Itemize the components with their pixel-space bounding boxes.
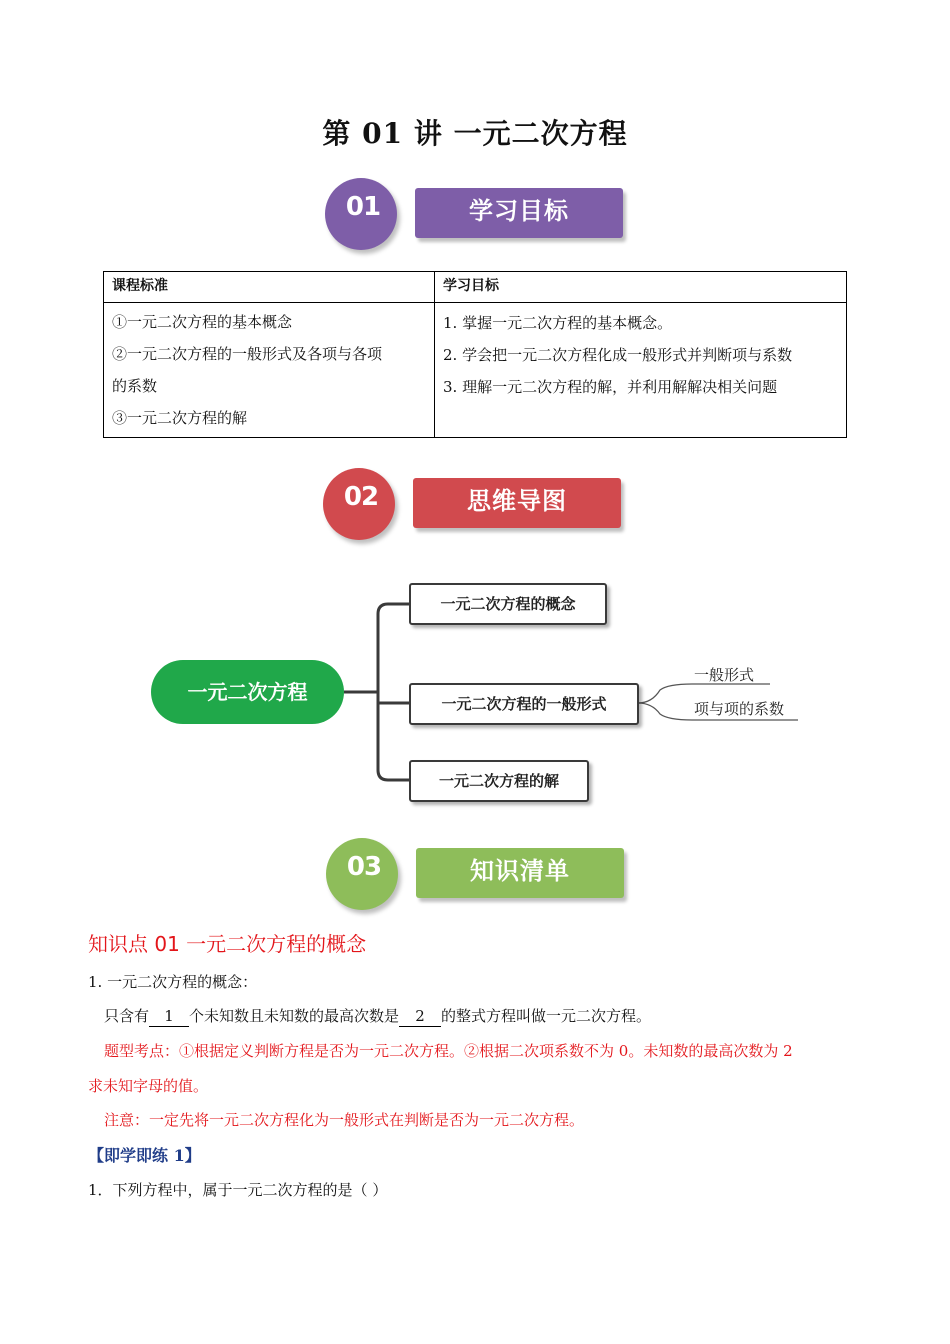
section-number: 02 xyxy=(343,482,379,512)
definition-part: 的整式方程叫做一元二次方程。 xyxy=(441,1007,652,1025)
section-number: 01 xyxy=(345,192,381,222)
mindmap-leaf-terms-coefficients: 项与项的系数 xyxy=(694,700,785,718)
mindmap-branch-concept: 一元二次方程的概念 xyxy=(409,583,607,625)
standard-item: ②一元二次方程的一般形式及各项与各项 xyxy=(112,345,383,363)
exam-points-text: 题型考点：①根据定义判断方程是否为一元二次方程。②根据二次项系数不为 0。未知数的最高次数为 2 xyxy=(104,1042,793,1060)
table-header: 学习目标 xyxy=(435,272,847,303)
note-text: 注意：一定先将一元二次方程化为一般形式在判断是否为一元二次方程。 xyxy=(104,1111,585,1129)
table-header: 课程标准 xyxy=(104,272,435,303)
knowledge-item-title: 1. 一元二次方程的概念： xyxy=(88,973,258,991)
mindmap-leaf-general-form: 一般形式 xyxy=(694,666,755,684)
objective-item: 1. 掌握一元二次方程的基本概念。 xyxy=(443,314,673,332)
section-number: 03 xyxy=(346,852,382,882)
standard-item: 的系数 xyxy=(112,377,158,395)
objective-item: 3. 理解一元二次方程的解，并利用解解决相关问题 xyxy=(443,378,778,396)
fill-blank-2: 2 xyxy=(399,1006,441,1027)
definition-part: 个未知数且未知数的最高次数是 xyxy=(189,1007,400,1025)
standard-item: ③一元二次方程的解 xyxy=(112,409,248,427)
practice-title: 【即学即练 1】 xyxy=(88,1146,201,1165)
section-number-badge xyxy=(326,838,398,910)
section-title: 思维导图 xyxy=(413,478,621,528)
mindmap-branch-solution: 一元二次方程的解 xyxy=(409,760,589,802)
page-title: 第 01 讲 一元二次方程 xyxy=(322,117,628,150)
mindmap-root: 一元二次方程 xyxy=(151,660,344,724)
knowledge-point-heading: 知识点 01 一元二次方程的概念 xyxy=(88,932,367,956)
fill-blank-1: 1 xyxy=(149,1006,189,1027)
section-banner-03 xyxy=(326,838,626,918)
standard-item: ①一元二次方程的基本概念 xyxy=(112,313,293,331)
definition-part: 只含有 xyxy=(104,1007,150,1025)
objective-item: 2. 学会把一元二次方程化成一般形式并判断项与系数 xyxy=(443,346,793,364)
exam-points-text-cont: 求未知字母的值。 xyxy=(88,1077,209,1095)
section-title: 知识清单 xyxy=(416,848,624,898)
mindmap-branch-general-form: 一元二次方程的一般形式 xyxy=(409,683,639,725)
definition-text xyxy=(104,1006,651,1027)
section-title: 学习目标 xyxy=(415,188,623,238)
question-text: 1．下列方程中，属于一元二次方程的是（ ） xyxy=(88,1181,388,1199)
